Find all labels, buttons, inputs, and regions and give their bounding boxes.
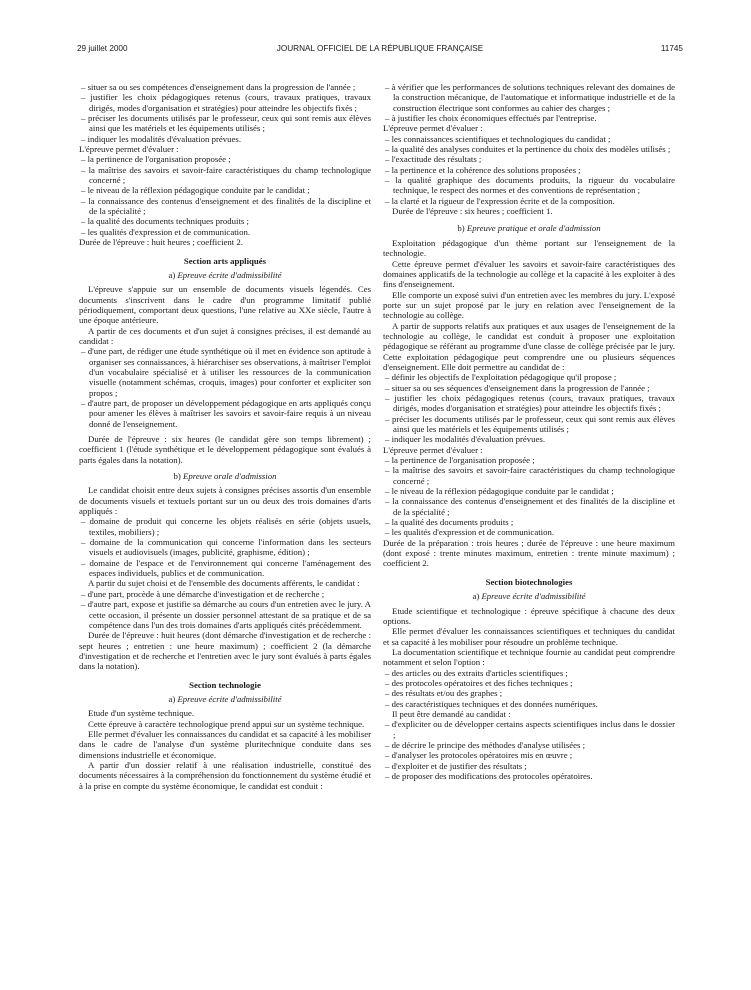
subsection-title: a) Epreuve écrite d'admissibilité	[168, 693, 282, 704]
list-item: – situer sa ou ses compétences d'enseignement dans la progression de l'année ;	[81, 82, 356, 92]
duration-line: Durée de l'épreuve : six heures (le candidat gère son temps librement) ; coefficient 1 (l'étude synthétique et le développement pédagogique sont évalués à parts égales dans la notation).	[79, 434, 371, 465]
list-item: – le niveau de la réflexion pédagogique conduite par le candidat ;	[81, 185, 310, 196]
list-item: – indiquer les modalités d'évaluation prévues.	[81, 133, 242, 144]
list-item: – de proposer des modifications des protocoles opératoires.	[385, 771, 593, 781]
page-number: 11745	[660, 44, 683, 53]
list-item: – d'expliciter ou de développer certains aspects scientifiques inclus dans le dossier ;	[385, 719, 675, 740]
list-item: – la qualité des analyses conduites et la pertinence du choix des modèles utilisés ;	[385, 144, 671, 155]
list-item: – préciser les documents utilisés par le professeur, ceux qui sont remis aux élèves ainsi que les matériels et les équipements utilisés ;	[385, 413, 675, 434]
list-item: – la pertinence et la cohérence des solutions proposées ;	[385, 164, 581, 175]
list-item: – des protocoles opératoires et des fiches techniques ;	[385, 677, 573, 688]
paragraph: A partir d'un dossier relatif à une réalisation industrielle, constitué des documents nécessaires à la compréhension du fonctionnement du système étudié et à la prise en compte du système économique, le candidat est conduit :	[79, 759, 371, 791]
list-item: – justifier les choix pédagogiques retenus (cours, travaux pratiques, travaux dirigés, modes d'organisation et stratégies) pour atteindre les objectifs fixés ;	[81, 92, 371, 113]
subsection-title: a) Epreuve écrite d'admissibilité	[472, 591, 586, 602]
list-item: – domaine de l'espace et de l'environnement qui concerne l'aménagement des espaces individuels, publics et de communication.	[81, 557, 371, 579]
list-item: – le niveau de la réflexion pédagogique conduite par le candidat ;	[385, 486, 614, 497]
left-column	[79, 82, 371, 791]
list-item: – de décrire le principe des méthodes d'analyse utilisées ;	[385, 739, 586, 750]
paragraph: Elle comporte un exposé suivi d'un entretien avec les membres du jury. L'exposé porte sur un sujet proposé par le jury en relation avec l'enseignement de la technologie au collège.	[383, 289, 675, 321]
list-item: – d'autre part, de proposer un développement pédagogique en arts appliqués conçu pour amener les élèves à maîtriser les savoirs et savoir-faire requis à un niveau donné de l'enseignement.	[81, 397, 371, 429]
paragraph: Etude scientifique et technologique : épreuve spécifique à chacune des deux options.	[383, 605, 675, 626]
header-date: 29 juillet 2000	[77, 44, 128, 53]
list-item: – la qualité des documents techniques produits ;	[81, 216, 249, 227]
paragraph: A partir de ces documents et d'un sujet à consignes précises, il est demandé au candidat :	[79, 325, 371, 346]
paragraph: A partir de supports relatifs aux pratiques et aux usages de l'enseignement de la technologie au collège, le candidat est conduit à proposer une exploitation pédagogique se référant au programme d'une classe de collège précisée par le jury. Cette exploitation pédagogique peut comprendre une ou plusieurs séquences d'enseignement. Elle doit permettre au candidat de :	[383, 320, 675, 372]
list-item: – les connaissances scientifiques et technologiques du candidat ;	[385, 133, 611, 144]
list-item: – d'analyser les protocoles opératoires mis en œuvre ;	[385, 750, 573, 761]
paragraph: Exploitation pédagogique d'un thème portant sur l'enseignement de la technologie.	[383, 237, 675, 259]
subsection-title: a) Epreuve écrite d'admissibilité	[168, 269, 282, 280]
duration-line: Durée de l'épreuve : huit heures ; coefficient 2.	[79, 237, 243, 248]
list-item: – définir les objectifs de l'exploitation pédagogique qu'il propose ;	[385, 372, 617, 383]
list-item: – la qualité graphique des documents produits, la rigueur du vocabulaire technique, le respect des normes et des conventions de représentation ;	[385, 175, 675, 196]
list-item: – d'autre part, expose et justifie sa démarche au cours d'un entretien avec le jury. A cette occasion, il présente un dossier personnel attestant de sa pratique et de sa compétence dans l'un des trois domaines d'arts appliqués cités précédemment.	[81, 599, 371, 630]
paragraph: Il peut être demandé au candidat :	[392, 708, 511, 719]
list-item: – à vérifier que les performances de solutions techniques relevant des domaines de la construction mécanique, de l'automatique et informatique industrielle et de la construction électrique sont conformes au cahier des charges ;	[385, 82, 675, 113]
paragraph: A partir du sujet choisi et de l'ensemble des documents afférents, le candidat :	[88, 578, 360, 589]
section-title-arts: Section arts appliqués	[183, 255, 267, 266]
list-item: – domaine de la communication qui concerne l'information dans les secteurs visuels et audiovisuels (images, publicité, graphisme, édition) ;	[81, 537, 371, 558]
section-title-biotechnologies: Section biotechnologies	[485, 576, 573, 587]
list-item: – indiquer les modalités d'évaluation prévues.	[385, 434, 546, 445]
paragraph: Elle permet d'évaluer les connaissances du candidat et sa capacité à les mobiliser dans le cadre de l'analyse d'un système pluritechnique conduite dans ses dimensions industrielle et économique.	[79, 728, 371, 760]
subsection-title: b) Epreuve orale d'admission	[173, 471, 277, 482]
list-item: – la connaissance des contenus d'enseignement et des finalités de la discipline et de la spécialité ;	[385, 496, 675, 517]
page-header	[77, 44, 683, 58]
duration-line: Durée de l'épreuve : huit heures (dont démarche d'investigation et de recherche : sept heures ; entretien : une heure maximum) ; coefficient 2 (la démarche d'investigation et de recherche et l'entretien avec le jury sont évalués à parts égales dans la notation).	[79, 630, 371, 672]
paragraph: L'épreuve permet d'évaluer :	[383, 444, 483, 455]
list-item: – la qualité des documents produits ;	[385, 517, 514, 528]
list-item: – des articles ou des extraits d'articles scientifiques ;	[385, 667, 568, 678]
list-item: – la clarté et la rigueur de l'expression écrite et de la composition.	[385, 195, 615, 206]
paragraph: La documentation scientifique et technique fournie au candidat peut comprendre notamment et selon l'option :	[383, 646, 675, 668]
paragraph: Etude d'un système technique.	[88, 708, 195, 719]
list-item: – d'une part, de rédiger une étude synthétique où il met en évidence son aptitude à organiser ses connaissances, à hiérarchiser ses observations, à maîtriser l'emploi d'un vocabulaire spécialisé et à utiliser les ressources de la communication visuelle (notamment schémas, croquis, images) pour conforter et expliciter son propos ;	[81, 346, 371, 398]
section-title-technologie: Section technologie	[189, 679, 261, 690]
list-item: – à justifier les choix économiques effectués par l'entreprise.	[385, 113, 597, 124]
journal-title: JOURNAL OFFICIEL DE LA RÉPUBLIQUE FRANÇAISE	[276, 44, 484, 53]
duration-line: Durée de l'épreuve : six heures ; coefficient 1.	[392, 206, 553, 217]
right-column	[383, 82, 675, 781]
list-item: – des résultats et/ou des graphes ;	[385, 688, 503, 699]
list-item: – d'une part, procède à une démarche d'investigation et de recherche ;	[81, 588, 325, 599]
list-item: – la pertinence de l'organisation proposée ;	[385, 455, 535, 466]
list-item: – d'exploiter et de justifier des résultats ;	[385, 760, 527, 771]
paragraph: L'épreuve permet d'évaluer :	[383, 123, 483, 134]
list-item: – les qualités d'expression et de communication.	[81, 226, 251, 237]
paragraph: Le candidat choisit entre deux sujets à consignes précises assortis d'un ensemble de documents visuels et textuels portant sur un ou deux des trois domaines d'arts appliqués :	[79, 485, 371, 517]
paragraph: Elle permet d'évaluer les connaissances scientifiques et techniques du candidat et sa capacité à les mobiliser pour résoudre un problème technique.	[383, 626, 675, 647]
paragraph: L'épreuve s'appuie sur un ensemble de documents visuels légendés. Ces documents s'inscrivent dans le cadre d'un programme limitatif publié périodiquement, comportant deux questions, l'une relative au XXe siècle, l'autre à une époque antérieure.	[79, 284, 371, 326]
list-item: – la connaissance des contenus d'enseignement et des finalités de la discipline et de la spécialité ;	[81, 195, 371, 217]
paragraph: L'épreuve permet d'évaluer :	[79, 144, 179, 155]
duration-line: Durée de la préparation : trois heures ; durée de l'épreuve : une heure maximum (dont exposé : trente minutes maximum, entretien : trente minute maximum) ; coefficient 2.	[383, 537, 675, 569]
list-item: – des caractéristiques techniques et des données numériques.	[385, 698, 598, 709]
list-item: – la maîtrise des savoirs et savoir-faire caractéristiques du champ technologique concerné ;	[81, 164, 371, 186]
list-item: – domaine de produit qui concerne les objets réalisés en série (objets usuels, textiles, mobiliers) ;	[81, 516, 371, 537]
list-item: – la maîtrise des savoirs et savoir-faire caractéristiques du champ technologique concerné ;	[385, 465, 675, 486]
paragraph: Cette épreuve à caractère technologique prend appui sur un système technique.	[88, 718, 365, 729]
subsection-title: b) Epreuve pratique et orale d'admission	[457, 223, 601, 234]
list-item: – les qualités d'expression et de communication.	[385, 527, 555, 538]
list-item: – la pertinence de l'organisation proposée ;	[81, 154, 231, 165]
paragraph: Cette épreuve permet d'évaluer les savoirs et savoir-faire caractéristiques des domaines applicatifs de la technologie au collège et la capacité à les exploiter à des fins d'enseignement.	[383, 258, 675, 290]
list-item: – préciser les documents utilisés par le professeur, ceux qui sont remis aux élèves ainsi que les matériels et les équipements utilisés ;	[81, 113, 371, 134]
list-item: – justifier les choix pédagogiques retenus (cours, travaux pratiques, travaux dirigés, modes d'organisation et stratégies) pour atteindre les objectifs fixés ;	[385, 392, 675, 414]
list-item: – situer sa ou ses séquences d'enseignement dans la progression de l'année ;	[385, 382, 650, 393]
list-item: – l'exactitude des résultats ;	[385, 154, 482, 165]
